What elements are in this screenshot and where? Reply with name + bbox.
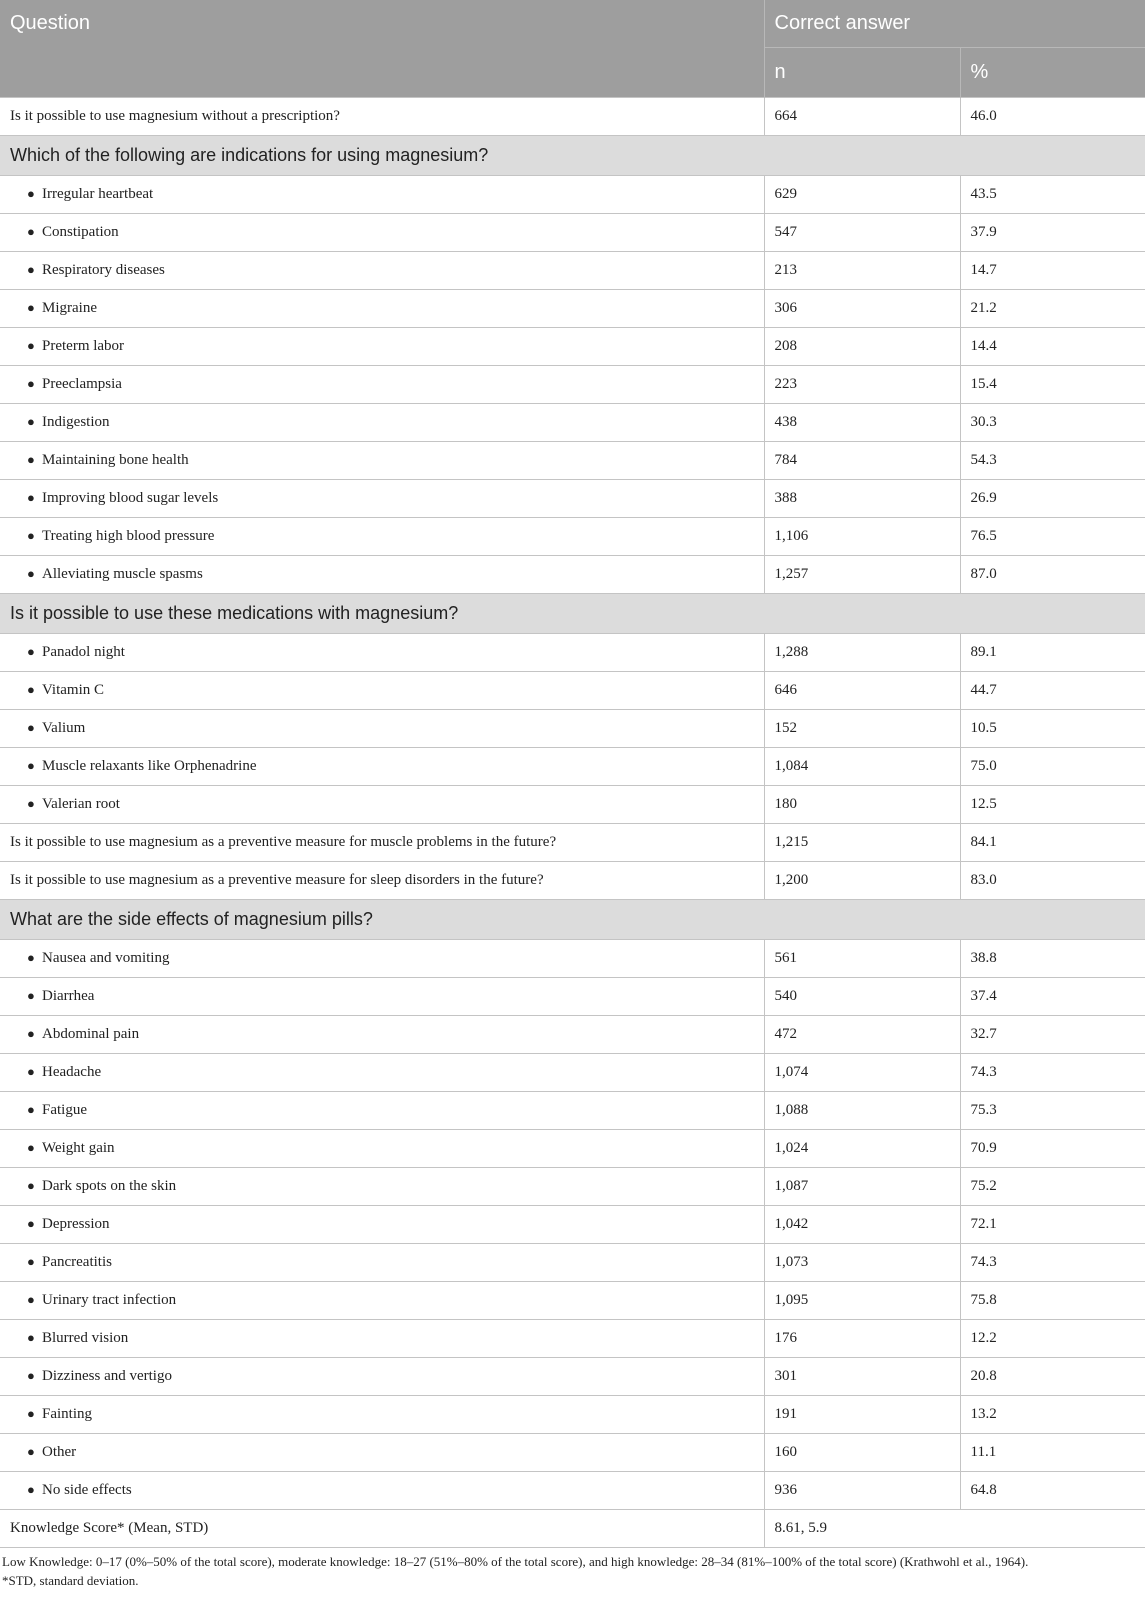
answer-option-row (0, 366, 1145, 404)
answer-option-label (0, 556, 764, 594)
percent-cell: 75.2 (960, 1168, 1145, 1206)
section-header-row (0, 594, 1145, 634)
bullet-icon: ● (27, 758, 35, 773)
answer-option-label (0, 176, 764, 214)
row-label-text: Fatigue (42, 1102, 87, 1118)
answer-option-row (0, 252, 1145, 290)
row-label-text: Muscle relaxants like Orphenadrine (42, 758, 257, 774)
bullet-icon: ● (27, 300, 35, 315)
answer-option-label (0, 366, 764, 404)
answer-option-label (0, 978, 764, 1016)
percent-cell: 74.3 (960, 1244, 1145, 1282)
row-label-text: Preeclampsia (42, 376, 122, 392)
answer-option-label (0, 634, 764, 672)
answer-option-row (0, 1054, 1145, 1092)
row-label-text: No side effects (42, 1482, 132, 1498)
row-label-text: Vitamin C (42, 682, 105, 698)
row-label-text: Alleviating muscle spasms (42, 566, 203, 582)
n-cell: 664 (764, 98, 960, 136)
score-value: 8.61, 5.9 (764, 1510, 1145, 1548)
n-cell: 547 (764, 214, 960, 252)
question-row (0, 824, 1145, 862)
question-label (0, 862, 764, 900)
row-label-text: Dizziness and vertigo (42, 1368, 172, 1384)
answer-option-label (0, 1244, 764, 1282)
bullet-icon: ● (27, 1292, 35, 1307)
row-label-text: Urinary tract infection (42, 1292, 177, 1308)
row-label-text: Preterm labor (42, 338, 125, 354)
bullet-icon: ● (27, 1444, 35, 1459)
n-cell: 152 (764, 710, 960, 748)
percent-cell: 64.8 (960, 1472, 1145, 1510)
n-cell: 180 (764, 786, 960, 824)
n-cell: 1,095 (764, 1282, 960, 1320)
bullet-icon: ● (27, 1254, 35, 1269)
answer-option-row (0, 710, 1145, 748)
answer-option-label (0, 1472, 764, 1510)
score-label: Knowledge Score* (Mean, STD) (0, 1510, 764, 1548)
bullet-icon: ● (27, 528, 35, 543)
section-header-row (0, 136, 1145, 176)
correct-answer-column-header: Correct answer (764, 0, 1145, 48)
question-row (0, 862, 1145, 900)
bullet-icon: ● (27, 1368, 35, 1383)
row-label-text: Other (42, 1444, 77, 1460)
question-label (0, 98, 764, 136)
answer-option-label (0, 1130, 764, 1168)
answer-option-label (0, 1054, 764, 1092)
bullet-icon: ● (27, 950, 35, 965)
answer-option-row (0, 634, 1145, 672)
question-row (0, 98, 1145, 136)
answer-option-label (0, 748, 764, 786)
table-body (0, 98, 1145, 1548)
row-label-text: Depression (42, 1216, 110, 1232)
answer-option-row (0, 1016, 1145, 1054)
n-cell: 438 (764, 404, 960, 442)
row-label-text: Respiratory diseases (42, 262, 165, 278)
answer-option-row (0, 1320, 1145, 1358)
n-cell: 1,200 (764, 862, 960, 900)
percent-cell: 83.0 (960, 862, 1145, 900)
answer-option-label (0, 290, 764, 328)
percent-cell: 30.3 (960, 404, 1145, 442)
row-label-text: Weight gain (42, 1140, 115, 1156)
answer-option-row (0, 290, 1145, 328)
n-cell: 1,088 (764, 1092, 960, 1130)
answer-option-label (0, 940, 764, 978)
footnote-knowledge-levels: Low Knowledge: 0–17 (0%–50% of the total score), moderate knowledge: 18–27 (51%–80% of the total score), and high knowledge: 28–34 (81%–100% of the total score) (Krathwohl et al., 1964). (2, 1554, 1029, 1569)
answer-option-row (0, 1168, 1145, 1206)
bullet-icon: ● (27, 1178, 35, 1193)
bullet-icon: ● (27, 1102, 35, 1117)
answer-option-row (0, 672, 1145, 710)
percent-cell: 14.4 (960, 328, 1145, 366)
answer-option-label (0, 480, 764, 518)
n-cell: 472 (764, 1016, 960, 1054)
row-label-text: Panadol night (42, 644, 125, 660)
answer-option-label (0, 1168, 764, 1206)
row-label-text: Constipation (42, 224, 119, 240)
bullet-icon: ● (27, 988, 35, 1003)
n-cell: 191 (764, 1396, 960, 1434)
answer-option-row (0, 1130, 1145, 1168)
n-cell: 388 (764, 480, 960, 518)
answer-option-row (0, 1358, 1145, 1396)
n-cell: 1,084 (764, 748, 960, 786)
answer-option-row (0, 1206, 1145, 1244)
answer-option-row (0, 442, 1145, 480)
row-label-text: Migraine (42, 300, 97, 316)
n-cell: 1,257 (764, 556, 960, 594)
section-header-row (0, 900, 1145, 940)
percent-cell: 54.3 (960, 442, 1145, 480)
n-cell: 540 (764, 978, 960, 1016)
percent-cell: 12.5 (960, 786, 1145, 824)
row-label-text: Improving blood sugar levels (42, 490, 219, 506)
knowledge-score-row (0, 1510, 1145, 1548)
question-label (0, 824, 764, 862)
percent-cell: 15.4 (960, 366, 1145, 404)
table-footnotes (0, 1548, 1145, 1590)
answer-option-label (0, 328, 764, 366)
answer-option-row (0, 1282, 1145, 1320)
answer-option-label (0, 404, 764, 442)
percent-cell: 26.9 (960, 480, 1145, 518)
answer-option-row (0, 1244, 1145, 1282)
answer-option-row (0, 1396, 1145, 1434)
answer-option-label (0, 1206, 764, 1244)
answer-option-label (0, 214, 764, 252)
percent-cell: 37.4 (960, 978, 1145, 1016)
bullet-icon: ● (27, 1406, 35, 1421)
percent-cell: 46.0 (960, 98, 1145, 136)
row-label-text: Valerian root (42, 796, 120, 812)
answer-option-row (0, 1434, 1145, 1472)
answer-option-row (0, 328, 1145, 366)
percent-cell: 76.5 (960, 518, 1145, 556)
percent-cell: 72.1 (960, 1206, 1145, 1244)
footnote-std: *STD, standard deviation. (2, 1573, 139, 1588)
row-label-text: Treating high blood pressure (42, 528, 215, 544)
section-title: What are the side effects of magnesium pills? (0, 900, 1145, 940)
bullet-icon: ● (27, 1140, 35, 1155)
n-cell: 1,288 (764, 634, 960, 672)
percent-cell: 43.5 (960, 176, 1145, 214)
percent-cell: 14.7 (960, 252, 1145, 290)
percent-cell: 13.2 (960, 1396, 1145, 1434)
section-title: Which of the following are indications for using magnesium? (0, 136, 1145, 176)
percent-cell: 32.7 (960, 1016, 1145, 1054)
n-cell: 301 (764, 1358, 960, 1396)
n-cell: 306 (764, 290, 960, 328)
answer-option-row (0, 214, 1145, 252)
bullet-icon: ● (27, 566, 35, 581)
row-label-text: Indigestion (42, 414, 110, 430)
bullet-icon: ● (27, 262, 35, 277)
percent-cell: 74.3 (960, 1054, 1145, 1092)
percent-column-header: % (960, 48, 1145, 98)
section-title: Is it possible to use these medications with magnesium? (0, 594, 1145, 634)
n-cell: 1,042 (764, 1206, 960, 1244)
row-label-text: Maintaining bone health (42, 452, 189, 468)
n-cell: 936 (764, 1472, 960, 1510)
answer-option-label (0, 786, 764, 824)
bullet-icon: ● (27, 1330, 35, 1345)
row-label-text: Nausea and vomiting (42, 950, 170, 966)
answer-option-row (0, 1472, 1145, 1510)
percent-cell: 11.1 (960, 1434, 1145, 1472)
bullet-icon: ● (27, 720, 35, 735)
percent-cell: 44.7 (960, 672, 1145, 710)
n-cell: 1,024 (764, 1130, 960, 1168)
percent-cell: 75.3 (960, 1092, 1145, 1130)
row-label-text: Is it possible to use magnesium without a prescription? (10, 108, 340, 124)
row-label-text: Is it possible to use magnesium as a preventive measure for muscle problems in the future? (10, 834, 557, 850)
answer-option-label (0, 710, 764, 748)
answer-option-label (0, 518, 764, 556)
percent-cell: 89.1 (960, 634, 1145, 672)
answer-option-row (0, 786, 1145, 824)
answer-option-label (0, 1282, 764, 1320)
bullet-icon: ● (27, 682, 35, 697)
percent-cell: 75.8 (960, 1282, 1145, 1320)
percent-cell: 87.0 (960, 556, 1145, 594)
answer-option-row (0, 1092, 1145, 1130)
bullet-icon: ● (27, 1482, 35, 1497)
answer-option-row (0, 978, 1145, 1016)
answer-option-label (0, 252, 764, 290)
row-label-text: Valium (42, 720, 86, 736)
bullet-icon: ● (27, 224, 35, 239)
bullet-icon: ● (27, 796, 35, 811)
bullet-icon: ● (27, 1216, 35, 1231)
n-cell: 160 (764, 1434, 960, 1472)
n-cell: 208 (764, 328, 960, 366)
n-cell: 1,106 (764, 518, 960, 556)
bullet-icon: ● (27, 644, 35, 659)
n-cell: 1,074 (764, 1054, 960, 1092)
answer-option-row (0, 518, 1145, 556)
row-label-text: Abdominal pain (42, 1026, 140, 1042)
percent-cell: 12.2 (960, 1320, 1145, 1358)
answer-option-label (0, 1092, 764, 1130)
row-label-text: Diarrhea (42, 988, 95, 1004)
n-cell: 176 (764, 1320, 960, 1358)
question-column-header: Question (0, 0, 764, 98)
answer-option-row (0, 940, 1145, 978)
answer-option-label (0, 672, 764, 710)
bullet-icon: ● (27, 1064, 35, 1079)
percent-cell: 75.0 (960, 748, 1145, 786)
percent-cell: 20.8 (960, 1358, 1145, 1396)
n-cell: 561 (764, 940, 960, 978)
answer-option-label (0, 1016, 764, 1054)
bullet-icon: ● (27, 452, 35, 467)
percent-cell: 70.9 (960, 1130, 1145, 1168)
row-label-text: Headache (42, 1064, 102, 1080)
n-column-header: n (764, 48, 960, 98)
percent-cell: 21.2 (960, 290, 1145, 328)
answer-option-label (0, 1434, 764, 1472)
row-label-text: Irregular heartbeat (42, 186, 154, 202)
percent-cell: 37.9 (960, 214, 1145, 252)
row-label-text: Is it possible to use magnesium as a preventive measure for sleep disorders in the future? (10, 872, 544, 888)
bullet-icon: ● (27, 414, 35, 429)
answer-option-label (0, 1320, 764, 1358)
n-cell: 1,215 (764, 824, 960, 862)
n-cell: 223 (764, 366, 960, 404)
n-cell: 629 (764, 176, 960, 214)
bullet-icon: ● (27, 186, 35, 201)
answer-option-label (0, 1358, 764, 1396)
bullet-icon: ● (27, 490, 35, 505)
answer-option-row (0, 404, 1145, 442)
row-label-text: Blurred vision (42, 1330, 129, 1346)
n-cell: 784 (764, 442, 960, 480)
answer-option-row (0, 556, 1145, 594)
percent-cell: 10.5 (960, 710, 1145, 748)
row-label-text: Pancreatitis (42, 1254, 112, 1270)
n-cell: 1,087 (764, 1168, 960, 1206)
bullet-icon: ● (27, 376, 35, 391)
row-label-text: Dark spots on the skin (42, 1178, 177, 1194)
answer-option-label (0, 1396, 764, 1434)
percent-cell: 38.8 (960, 940, 1145, 978)
bullet-icon: ● (27, 1026, 35, 1041)
answer-option-row (0, 748, 1145, 786)
n-cell: 1,073 (764, 1244, 960, 1282)
n-cell: 646 (764, 672, 960, 710)
answer-option-row (0, 480, 1145, 518)
bullet-icon: ● (27, 338, 35, 353)
n-cell: 213 (764, 252, 960, 290)
row-label-text: Fainting (42, 1406, 93, 1422)
answer-option-label (0, 442, 764, 480)
answer-option-row (0, 176, 1145, 214)
percent-cell: 84.1 (960, 824, 1145, 862)
